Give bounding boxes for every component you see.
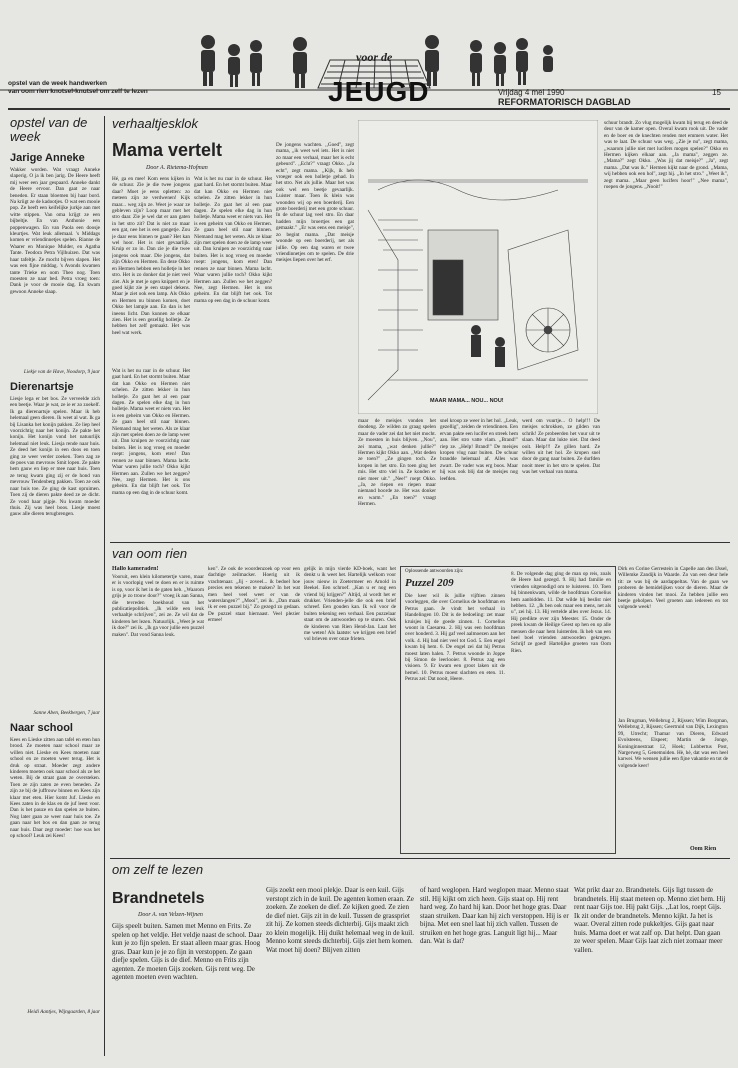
verhaal-col-3 bbox=[276, 142, 354, 538]
verhaal-text-5: snel kroop ze weer in het hol. ,,Leuk, gezellig", zeiden de vriendinnen. Een ervan pakte een lucifer en streek hem aan. Het stro vatte vlam. ,,Brand!" riep ze. ,,Help! Brand!" De meisjes kropen vlug naar buiten. De schuur brandde helemaal af. Alles was zwart. De vader was erg boos. Maar hij was ook blij dat de meisjes nog leefden. bbox=[440, 418, 518, 482]
omzelf-title: Brandnetels bbox=[112, 890, 205, 907]
oomrien-signature: Oom Rien bbox=[690, 846, 717, 852]
verhaal-col-1b bbox=[112, 368, 190, 538]
masthead-rule bbox=[8, 108, 730, 110]
oomrien-col-1 bbox=[112, 566, 204, 856]
masthead bbox=[0, 0, 738, 112]
opstel-sig-2: Sanne Aben, Beekbergen, 7 jaar bbox=[33, 710, 100, 716]
oomrien-section-title: van oom rien bbox=[112, 546, 188, 561]
oomrien-text-1: Vooruit, een klein kilometertje varen, maar er is voorlopig veel te doen en er is ruimte is op, voor ik het in de gaten heb. ,,Waarom grijs je zo trouw door?" vroeg ik aan Sanna, die tevreden boekhoud van het publicatiepolitiek. ,,Ik wilde een leuk verhaaltje schrijven", zei ze. Ze wil dat de kinderen het lezen. Natuurlijk. ,,Weet je wat ik doe?" zei ik. ,,Ik ga voor jullie een puzzel maken". Dat vond Sanna leuk. bbox=[112, 574, 204, 638]
opstel-body-1: Wakker worden. Wat vraagt Anneke slaperig. O ja ik ben jarig. De Heere heeft mij weer een jaar gespaard. Anneke dankt de Heere ervoor. Dan gaat ze naar beneden. Er staan bloemen bij haar bord. Na kriigt ze de kadootjes. O wat een mooie pop. Ze heeft een keifelijke jurkje aan met witte stippen. Van oma krijgt ze een bijbeltje. En van Anthonie een poppenwagen. En van Paola een doosje kleurtjes. Wat leuk allemaal. 's Middags komen er vriendinnetjes spelen. Rianne de Waarer en Monique Mulder, en Agatha Tante. Teodora Petra Vijlhuizen. Dat was haar tafeltje. Ze mocht bijven slapen. Het was een fijne middag. 's Avonds kwamen tante Trieke en oom Theo nog. Toen moesten ze naar bed. Petra vroeg toen: Dank je voor de mooie dag. En kwam gewoon Anneke slaap. bbox=[10, 167, 100, 295]
oomrien-text-3: gelijk in mijn vierde KD-boek, want het denkt u ik weet het. Hartelijk welkom voor jouw nieuw in Zoetermeer en Arnold in Beekel. Een schroef. ,,Kan u er nog een vriend bij krijgen?" Altijd, al wordt het er drukker. Vrienden-jelle die ook een brief schreef. Een gouden kan. Ik wil voor de buiten tekening een verhaal. Een puzzelaar staat om de antwoorden op te sturen. Ook de kinderen van Rien Hend-Jan. Laat het me weten! Als laatste: we krijgen een brief vol brieven over onze frieten. bbox=[304, 566, 396, 643]
verhaal-text-2b: Wat is het nu raar in de schuur. Het gaat hard. En het stormt buiten. Maar dat kan Okko en Hermen niet schelen. Ze zitten lekker in hun holletje. Zo gaat het al een paar dagen. Ze spelen elke dag in hun holletje. Mama weet er niets van. Het is een geheim van Okko en Hermen. Ze gaan heel stil naar binnen. Niemand mag het weten. Als ze klaar zijn met spelen doen ze de lamp weer uit. Dan kruipen ze voorzichtig naar buiten. Het is nog vroeg en moeder roept: jongens, kom eten! Dan rennen ze naar binnen. Mama lacht. Waar waren jullie toch? Okko kijkt Hermen aan. Zullen we het zeggen? Nee, zegt Hermen. Het is ons geheim. En dat blijft het ook. Tot mama op een dag in de schuur komt. bbox=[194, 176, 272, 304]
verhaal-col-4 bbox=[358, 418, 436, 538]
oomrien-col-3 bbox=[304, 566, 396, 856]
logo-voor-de: voor de bbox=[356, 50, 393, 64]
opstel-sig-1: Liekje van de Have, Noodorp, 9 jaar bbox=[23, 369, 100, 375]
column-divider bbox=[104, 116, 105, 1056]
omzelf-text-2: Gijs zoekt een mooi plekje. Daar is een kuil. Gijs verstopt zich in de kuil. De agenten komen eraan. Ze zoeken. Ze zoeken de dief. Ze kijken goed. Ze zien de dief niet. Gijs zit in de kuil. Tussen de grasspriet zit hij. Ze komen steeds dichterbij. Gijs maakt zich zo klein mogelijk. Hij duikt helemaal weg in de kuil. Menno komt steeds dichterbij. Gijs ziet hem komen. Wat moet hij doen? Blijven zitten bbox=[266, 886, 414, 954]
verhaal-col-5 bbox=[440, 418, 518, 538]
omzelf-section-title: om zelf te lezen bbox=[112, 862, 204, 877]
omzelf-col-3 bbox=[420, 886, 570, 1060]
omzelf-author: Door A. van Velzen-Wijnen bbox=[138, 912, 203, 918]
omzelf-col-4 bbox=[574, 886, 728, 1060]
logo-jeugd: JEUGD bbox=[328, 76, 430, 107]
issue-date: Vrijdag 4 mei 1990 bbox=[498, 88, 565, 97]
verhaal-text-4: maar de meisjes vonden het doodeng. Ze wilden zo graag spelen maar de vader zei dat het niet mocht. Ze moesten in huis blijven. ,,Nou", zei mama, ,,wat denken jullie?" Hermen kijkt Okko aan. ,,Wat deden ze toen?" ,,Ze gingen toch. Ze kropen in het stro. En toen ging het mis. Het stro viel in. Ze konden er niet meer uit." ,,Nee!" roept Okko. ,,Ja, ze riepen en riepen maar niemand hoorde ze. Het was donker en warm." ,,En toen?" vraagt Hermen. bbox=[358, 418, 436, 508]
oomrien-text-2: ken". Ze ook de woordenzoek op voor een dachtige zeilmacker. Hoerig uit ik vrachtenaar. ,,Jij - zoveel... ik bedoel hoe precies een tekenen te maken? In het wat men heel veel weet er van de waterslangen?" ,,Mooi", zei ik. ,,Dan maak ik er een puzzel bij." Zo gezegd zo gedaan. De puzzel staat hiernaast. Veel plezier ermee! bbox=[208, 566, 300, 624]
puzzel-intro: Oplossende antwoorden zijn: bbox=[405, 569, 464, 574]
opstel-body-3: Kees en Lieske zitten aan tafel en eten hun brood. Ze moeten naar school maar ze willen niet. Lieske en Kees moeten naar school en ze moeten weer terug. Het is druk op straat. Moeder zegt andere kinderen moeten ook naar school als ze het weten. Bij de straat gaan ze oversteken. Toen ze zijn zaten ze even beneden. Ze zijn ze bij de juffrouw binnen en Kees zijn klaar met eten. Hier komt Juf. Lieske en Kees zaten in de klas en de juf leest voor. Dan is het pauze en dan spelen ze buiten. Nog later gaan ze weer naar huis toe. Ze gaan naar het bos en dan gaan ze terug naar huis. Daar zegt moeder: hoe was het op school? Leuk zei Kees! bbox=[10, 737, 100, 840]
oomrien-col-5 bbox=[618, 718, 728, 844]
verhaal-col-2 bbox=[194, 176, 272, 538]
page-number: 15 bbox=[712, 88, 721, 97]
oomrien-text-5: Jan Brugman, Wellebrug 2, Rijssen; Wim Borgman, Wellebrug 2, Rijssen; Geertruid van Dijk, Lexington 99, Utrecht; Thamar van Dieren, Edward Evolsteens, Elspeet; Martin de Jonge, Koninginnestraat 12, Hoek; Lubbertus Post, Nargerweg 5, Genemuiden. Hè, hè, dat was een heel karwei. We wensen jullie een fijne vakantie en tot de volgende keer! bbox=[618, 718, 728, 769]
verhaal-text-6: werd om vuurtje... O help!!! De meisjes schrokken, ze gilden van schrik! Ze probeerden het vuur uit te slaan. Maar dat lukte niet. Dat deed ooit. Help!!! Ze gillen hard. Ze willen uit het hol. Ze kropen snel door de gang naar buiten. Ze durfden nooit meer in het stro te spelen. Dat was het verhaal van mama. bbox=[522, 418, 600, 476]
section-rule-1 bbox=[110, 542, 730, 543]
puzzel-text-1: Die keer wil ik jullie vijftien zinnen voorleggen, die over Cornelius de hoofdman en Petrus gaan. Je vindt het verhaal in Handelingen 10. Dit is de bedoeling: zet maar kruisjes bij de goede zinnen. 1. Cornelius woont in Caesarea. 2. Hij was een hoofdman over honderd. 3. Hij gaf veel aalmoezen aan het volk. 4. Hij bad niet veel tot God. 5. Een engel kwam bij hem. 6. De engel zei dat hij Petrus moest laten halen. 7. Petrus woonde in Joppe bij Simon de leerlooier. 8. Petrus zag een visioen. 9. Er kwam een groot laken uit de hemel. 10. Petrus moest slachten en eten. 11. Petrus zei: Dat nooit, Heere. bbox=[405, 593, 505, 683]
verhaal-text-7: schuur brandt. Zo vlug mogelijk kwam bij terug en deed de deur van de kamer open. Overal kwam rook uit. De vader en de boer en de knechten renden met emmers water. Het was te laat. De schuur was weg. ,,Zie je nu", zegt mama, ,,waarom jullie niet met lucifers mogen spelen?" Okko en Hermen kijken elkaar aan. ,,Ja mama", zeggen ze. ,,Mama?" zegt Okko. ,,Was jij dat meisje?" ,,Ja", zegt mama. ,,Dat was ik." Hermen kijkt naar de grond. ,,Mama, wij hebben ook een hol", zegt hij. ,,In het stro." ,,Weet ik", zegt mama. ,,Maar geen lucifers hoor!" ,,Nee mama", roepen de jongens. ,,Nooit!" bbox=[604, 120, 728, 191]
verhaal-section-title: verhaaltjesklok bbox=[112, 116, 198, 131]
opstel-title-3: Naar school bbox=[10, 722, 73, 734]
opstel-body-2: Liesje lega er bet bos. Ze verveelde zich een beetje. Waar je wat, ze ie er zo zoekelf. Ik ga dierenartsje spelen. Maar ik heb helemaal geen dieren. Ik weet al wat. Ik ga bij Lisanka het konijn pakken. Ze liep heel voorzichtig naar het konijn. Ze pakte het konijn. Het konijn vond het natuurlijk helemaal niet leuk. Liesja rende naar huis. Ze deed het konijn in een doos en toen ging ze weer verder zoeken. Toen zag ze de poes van mevrouw Smit lopen. Ze pakte hem gauw en liep er mee naar huis. Toen ze terug kwam ging zij er de hond van mevrouw Tendenberg pakken. Toen ze ook naar huis toe. Ze ging de kast opruimen. Toen zij de dieren pakte deed ze ze dicht. Ze vond haar pijpje. Nu kwam moeder thuis. Zij was heel boos. Liesje moest gauw alle dieren terugbrengen. bbox=[10, 396, 100, 518]
verhaal-col-7 bbox=[604, 120, 728, 538]
opstel-title-1: Jarige Anneke bbox=[10, 152, 85, 164]
verhaal-author: Door A. Rietema-Hofman bbox=[146, 165, 208, 171]
puzzel-box bbox=[400, 566, 616, 854]
oomrien-greeting: Hallo kameraden! bbox=[112, 566, 159, 572]
verhaal-text-2: Wat is het nu raar in de schuur. Het gaat hard. En het stormt buiten. Maar dat kan Okko en Hermen niet schelen. Ze zitten lekker in hun holletje. Zo gaat het al een paar dagen. Ze spelen elke dag in hun holletje. Mama weet er niets van. Het is een geheim van Okko en Hermen. Ze gaan heel stil naar binnen. Niemand mag het weten. Als ze klaar zijn met spelen doen ze de lamp weer uit. Dan kruipen ze voorzichtig naar buiten. Het is nog vroeg en moeder roept: jongens, kom eten! Dan rennen ze naar binnen. Mama lacht. Waar waren jullie toch? Okko kijkt Hermen aan. Zullen we het zeggen? Nee, zegt Hermen. Het is ons geheim. En dat blijft het ook. Tot mama op een dag in de schuur komt. bbox=[112, 368, 190, 496]
section-rule-2 bbox=[110, 858, 730, 859]
omzelf-col-2 bbox=[266, 886, 416, 1060]
omzelf-text-4: Wat prikt daar zo. Brandnetels. Gijs ligt tussen de brandnetels. Hij staat meteen op. Menno ziet hem. Hij rent naar Gijs toe. Hij pakt Gijs. ,,Lat los, roept Gijs. Ik zit onder de brandnetels. Menno kijkt. Ja het is waar. Overal zitten rode pukkeltjes. Gijs gaat naar huis. Mama doet er wat zalf op. Dat helpt. Dan gaan ze weer spelen. Maar Gijs laat zich niet zomaar meer vallen. bbox=[574, 886, 726, 954]
omzelf-text-3: of hard weglopen. Hard weglopen maar. Menno staat stil. Hij kijkt om zich heen. Gijs staat op. Hij rent hard weg. Zo hard hij kan. Door het hoge gras. Daar staan struiken. Daar kan hij zich verstoppen. Hij is er bijna. Met een snel laat hij zich vallen. Tussen de struiken en het hoge gras. Languit ligt hij... Maar dan. Wat is dat? bbox=[420, 886, 569, 945]
section-index-line1: opstel van de week handwerken bbox=[8, 80, 107, 87]
puzzel-title: Puzzel 209 bbox=[405, 577, 454, 589]
omzelf-text-1: Gijs speelt buiten. Samen met Menno en Frits. Ze spelen op het veldje. Het veldje naast de school. Daar kun je zo fijn spelen. Er staat alleen maar gras. Hoog gras. Daar kun je je zo fijn in verstoppen. Ze gaan diefje spelen. Gijs is de dief. Menno en Frits zijn agenten. Ze moeten Gijs zoeken. Gijs rent weg. De agenten moeten even wachten. bbox=[112, 922, 262, 981]
verhaal-title: Mama vertelt bbox=[112, 140, 223, 160]
verhaal-text-3: De jongens wachten. ,,Goed", zegt mama, ,,ik weet wel iets. Het is niet zo maar een verhaal, maar het is echt gebeurd". ,,Echt?" vraagt Okko. ,,Ja echt", zegt mama. ,,Kijk, ik heb vroeger ook een holletje gehad. In het stro. Net als jullie. Maar het was ook wel een beetje gevaarlijk. Luister maar. Toen ik klein was woonden wij op een boerderij. Een grote boerderij met een grote schuur. In de schuur lag veel stro. En daar hadden mijn broertjes een gat gemaakt." ,,Er was eens een meisje", zo begint mama. ,,Dat meisje woonde op een boerderij, net als jullie. Op een dag waren er twee vriendinnetjes om te spelen. De drie meisjes liepen over het erf. bbox=[276, 142, 354, 264]
puzzel-col-2 bbox=[511, 571, 611, 849]
puzzel-col-1 bbox=[405, 593, 505, 849]
oomrien-text-4: Dirk en Corine Gerrestein in Capelle aan den IJssel, Willemke Zandijk in Waarde. Zo van een deur hele tit: ze was bij de aardappeltas. Van de gaan we proberen de bemidelijken voor de dieren. Maar de kinderen vinden het mooi. Zo hebben jullie een beetje geholpen. Veel groeten aan iedereen en tot volgende week! bbox=[618, 566, 728, 611]
puzzel-text-2: 8. De volgende dag ging de man op reis, zoals de Heere had gezegd. 9. Hij had familie en vrienden uitgenodigd om te luisteren. 10. Toen hij binnenkwam, wilde de hoofdman Cornelius hem aanbidden. 11. Dat wilde hij beslist niet hebben. 12. ,,Ik ben ook maar een mens, net als u", zei hij. 13. Hij vertelde alles over Jezus. 14. Hij predikte over zijn Meester. 15. Onder de preek kwam de Heilige Geest op hen en op alle mensen die naar hem luisterden. Ik heb van een heel boel vrienden antwoorden gekregen. Schrijf ze goed! Hartelijke groeten van Oom Rien. bbox=[511, 571, 611, 654]
illustration-caption: MAAR MAMA... NOU... NOU! bbox=[430, 398, 504, 404]
opstel-column bbox=[10, 116, 100, 1056]
verhaal-col-6 bbox=[522, 418, 600, 538]
section-index-line2: van oom rien knotsel-knutsel om zelf te lezen bbox=[8, 88, 148, 95]
paper-name: REFORMATORISCH DAGBLAD bbox=[498, 97, 631, 107]
opstel-title-2: Dierenartsje bbox=[10, 381, 74, 393]
oomrien-col-4 bbox=[618, 566, 728, 716]
story-illustration bbox=[358, 120, 598, 414]
omzelf-col-1 bbox=[112, 922, 262, 1060]
oomrien-col-2 bbox=[208, 566, 300, 856]
verhaal-text-1: Hé, ga en mee! Kom eens kijken in de schuur. Zie je die twee jongens daar? Moet je eens opletten: zo meteen zijn ze verdwenen! Kijk maar... weg zijn ze. Weet je waar ze gebleven zijn? Loop maar met het stro daar. Zie je wel dat er aan gaten in het stro zit? Dat is niet zo maar een gat, nee het is een gangetje. Zou je daar eens binnen te gaan? Het kan wel hoor. Het is niet gevaarlijk. Kruip er zo in. Dan zie je die twee jongens ook maar. Die jongens, dat zijn Okko en Hermen. En deze Okko en Hermen hebben een holletje in het stro. Het is zo donker dat je niet veel ziet. Als je met je ogen knippert en je goed kijkt zie je een stapel dekens. Maar je ziet ook een lamp. Als Okko en Hermen nu binnen komen, doet Okko het lampje aan. En dan is het ineens licht. Dan kunnen ze elkaar zien. Het is een gezellig holletje. Ze hebben het zelf gemaakt. Het was heel wat werk. bbox=[112, 176, 190, 336]
opstel-sig-3: Heidi Aantjes, Wijngaarden, 8 jaar bbox=[27, 1009, 100, 1015]
opstel-section-title: opstel van de week bbox=[10, 116, 88, 144]
